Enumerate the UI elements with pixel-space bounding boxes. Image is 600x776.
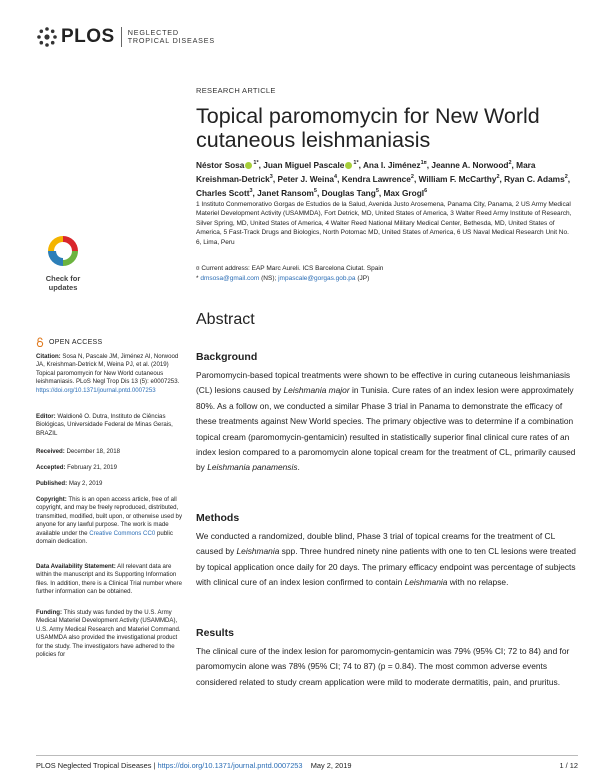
- results-heading: Results: [196, 627, 234, 639]
- footer-doi-link[interactable]: https://doi.org/10.1371/journal.pntd.0007253: [157, 761, 303, 770]
- author-affiliation-marker: 6: [424, 188, 428, 195]
- published-block: [36, 480, 184, 488]
- author-name: Janet Ransom: [257, 187, 314, 198]
- author-separator: ,: [272, 173, 278, 184]
- funding-block: [36, 609, 184, 659]
- author-separator: ,: [499, 173, 505, 184]
- copyright-label: Copyright:: [36, 496, 67, 503]
- author-name: Néstor Sosa: [196, 159, 245, 170]
- crossmark-line1: Check for: [45, 274, 81, 283]
- author-name: Mara Kreishman-Detrick: [196, 159, 536, 184]
- data-availability-block: [36, 563, 184, 597]
- page-footer: [36, 761, 578, 770]
- author-separator: ,: [252, 187, 258, 198]
- author-name: Max Grogl: [383, 187, 425, 198]
- data-availability-label: Data Availability Statement:: [36, 563, 116, 570]
- citation-label: Citation:: [36, 353, 61, 360]
- funding-label: Funding:: [36, 609, 63, 616]
- background-heading: Background: [196, 351, 258, 363]
- author-affiliation-marker: 2: [410, 174, 414, 181]
- open-access-badge: [36, 337, 102, 347]
- funding-text: This study was funded by the U.S. Army Medical Materiel Development Activity (USAMMDA), U.S. Army Medical Research and Materiel Command. USAMMDA also provided the investigational product for the study. The investigators have adhered to the policies for: [36, 609, 181, 659]
- methods-text-2: spp. Three hundred ninety nine patients with one to ten CL lesions were treated by topical application once daily for 20 days. The primary efficacy endpoint was percentage of subjects with clinical cure of an index lesion confirmed to contain: [196, 546, 576, 588]
- author-name: Ryan C. Adams: [504, 173, 565, 184]
- plos-wordmark: PLOS: [61, 26, 115, 47]
- citation-text: Sosa N, Pascale JM, Jiménez AI, Norwood JA, Kreishman-Detrick M, Weina PJ, et al. (2019) Topical paromomycin for New World cutaneous leishmaniasis. PLoS Negl Trop Dis 13 (5): e0007253.: [36, 353, 180, 386]
- author-name: Charles Scott: [196, 187, 250, 198]
- author-name: Ana I. Jiménez: [362, 159, 421, 170]
- corresponding-emails: [196, 274, 574, 283]
- article-title: Topical paromomycin for New World cutaneous leishmaniasis: [196, 104, 540, 152]
- copyright-text: This is an open access article, free of all copyright, and may be freely reproduced, distributed, transmitted, modified, built upon, or otherwise used by anyone for any lawful purpose. The work is made available under the: [36, 496, 182, 537]
- author-separator: ,: [358, 159, 363, 170]
- open-access-label: OPEN ACCESS: [49, 338, 103, 346]
- plos-logo-icon: [36, 26, 58, 48]
- crossmark-label: [38, 275, 88, 292]
- citation-doi-link[interactable]: https://doi.org/10.1371/journal.pntd.0007253: [36, 386, 156, 394]
- email-link-pascale[interactable]: jmpascale@gorgas.gob.pa: [278, 275, 356, 282]
- received-block: [36, 448, 184, 456]
- email-link-sosa[interactable]: dmsosa@gmail.com: [200, 275, 260, 282]
- background-species-1: Leishmania major: [283, 385, 350, 396]
- author-affiliation-marker: 1*: [253, 160, 259, 166]
- copyright-text-end: public domain dedication.: [36, 529, 173, 546]
- author-affiliation-marker: 5: [313, 188, 317, 195]
- author-affiliation-marker: 3: [249, 188, 253, 195]
- current-address: ¤ Current address: EAP Marc Aureli. ICS Barcelona Ciutat. Spain: [196, 265, 384, 272]
- background-text-2: in Tunisia. Cure rates of an index lesion were approximately 80%. As a follow on, we conducted a similar Phase 3 trial in Panama to demonstrate the efficacy of these treatments against New World species. The primary objective was to determine if a combination topical cream (paromomycin-gentamicin) resulted in statistically superior final clinical cure rates of an index lesion compared to a paromomycin alone topical cream for the treatment of CL, primarily caused by: [196, 385, 576, 473]
- received-label: Received:: [36, 448, 65, 455]
- orcid-icon[interactable]: [245, 162, 252, 169]
- methods-heading: Methods: [196, 512, 240, 524]
- background-text-3: .: [297, 462, 300, 473]
- author-affiliation-marker: 5: [375, 188, 379, 195]
- footer-date: May 2, 2019: [310, 761, 352, 770]
- email-star: *: [196, 275, 199, 282]
- open-lock-icon: [36, 337, 44, 347]
- author-affiliation-marker: 4: [334, 174, 338, 181]
- received-date: December 18, 2018: [64, 448, 121, 455]
- methods-genus-1: Leishmania: [236, 546, 280, 557]
- data-availability-text: All relevant data are within the manuscript and its Supporting Information files. In addition, there is a Clinical Trial number where further information can be obtained.: [36, 563, 182, 596]
- author-separator: ,: [316, 187, 322, 198]
- journal-name: [128, 29, 215, 46]
- editor-block: [36, 413, 184, 438]
- methods-paragraph: [196, 529, 578, 591]
- accepted-date: February 21, 2019: [65, 464, 117, 471]
- methods-genus-2: Leishmania: [404, 577, 448, 588]
- methods-text-3: with no relapse.: [447, 577, 509, 588]
- author-name: Peter J. Weina: [277, 173, 335, 184]
- author-separator: ,: [413, 173, 419, 184]
- email-initials-sosa: (NS);: [259, 275, 279, 282]
- email-initials-pascale: (JP): [355, 275, 370, 282]
- citation-block: [36, 353, 184, 395]
- author-separator: ,: [337, 173, 342, 184]
- author-name: William F. McCarthy: [418, 173, 497, 184]
- abstract-heading: Abstract: [196, 311, 255, 328]
- author-separator: ,: [426, 159, 432, 170]
- check-for-updates-badge[interactable]: [38, 234, 88, 292]
- results-paragraph: The clinical cure of the index lesion for paromomycin-gentamicin was 79% (95% CI; 72 to 84) and for paromomycin alone was 78% (95% CI; 74 to 87) (p = 0.84). The most common adverse events considered related to study cream application were mild to moderate dermatitis, pain, and pruritus.: [196, 646, 570, 687]
- footer-citation: [36, 761, 351, 770]
- author-separator: ,: [567, 173, 571, 184]
- author-affiliation-marker: 2: [496, 174, 500, 181]
- background-text-1: Paromomycin-based topical treatments were shown to be effective in curing cutaneous leishmaniasis (CL) lesions caused by: [196, 370, 571, 396]
- author-name: Juan Miguel Pascale: [263, 159, 345, 170]
- author-list: [196, 157, 574, 199]
- footer-journal: PLOS Neglected Tropical Diseases: [36, 761, 152, 770]
- author-affiliation-marker: 2: [508, 160, 512, 166]
- accepted-block: [36, 464, 184, 472]
- author-separator: ,: [378, 187, 384, 198]
- editor-label: Editor:: [36, 413, 56, 420]
- accepted-label: Accepted:: [36, 464, 66, 471]
- journal-name-line2: TROPICAL DISEASES: [127, 36, 215, 45]
- author-name: Douglas Tang: [321, 187, 376, 198]
- editor-text: Waldionê O. Dutra, Instituto de Ciências Biológicas, Universidade Federal de Minas Gerais, BRAZIL: [36, 413, 173, 437]
- methods-text-1: We conducted a randomized, double blind, Phase 3 trial of topical creams for the treatment of CL caused by: [196, 531, 555, 557]
- author-name: Kendra Lawrence: [341, 173, 411, 184]
- author-affiliation-marker: 2: [564, 174, 568, 181]
- footer-divider: [36, 755, 578, 756]
- author-affiliation-marker: 3: [269, 174, 273, 181]
- author-affiliation-marker: 1*: [353, 160, 359, 166]
- copyright-block: [36, 496, 184, 546]
- author-separator: ,: [258, 159, 264, 170]
- plos-logo[interactable]: [36, 26, 215, 48]
- logo-divider: [121, 27, 122, 47]
- footer-separator: |: [151, 761, 158, 770]
- crossmark-line2: updates: [48, 282, 78, 292]
- journal-name-line1: NEGLECTED: [127, 27, 179, 37]
- affiliations: 1 Instituto Conmemorativo Gorgas de Estudios de la Salud, Avenida Justo Arosemena, Panama City, Panama, 2 US Army Medical Materiel Development Activity (USAMMDA), Fort Detrick, MD, United States of America, 3 Walter Reed Army Institute of Research, Silver Spring, MD, United States of America, 4 Walter Reed National Military Medical Center, Bethesda, MD, United States of America, 5 Fast-Track Drugs and Biologics, North Potomac MD, United States of America, 6 US Naval Medical Research Unit No. 6, Lima, Peru: [196, 201, 572, 246]
- crossmark-icon: [38, 234, 88, 268]
- background-paragraph: [196, 368, 578, 476]
- page-number: 1 / 12: [559, 761, 578, 770]
- orcid-icon[interactable]: [345, 162, 352, 169]
- background-species-2: Leishmania panamensis: [207, 462, 298, 473]
- published-label: Published:: [36, 480, 68, 487]
- author-separator: ,: [511, 159, 517, 170]
- published-date: May 2, 2019: [67, 480, 103, 487]
- cc0-link[interactable]: Creative Commons CC0: [89, 529, 156, 537]
- article-type: RESEARCH ARTICLE: [196, 86, 276, 95]
- author-affiliation-marker: 1¤: [420, 160, 427, 166]
- author-name: Jeanne A. Norwood: [431, 159, 509, 170]
